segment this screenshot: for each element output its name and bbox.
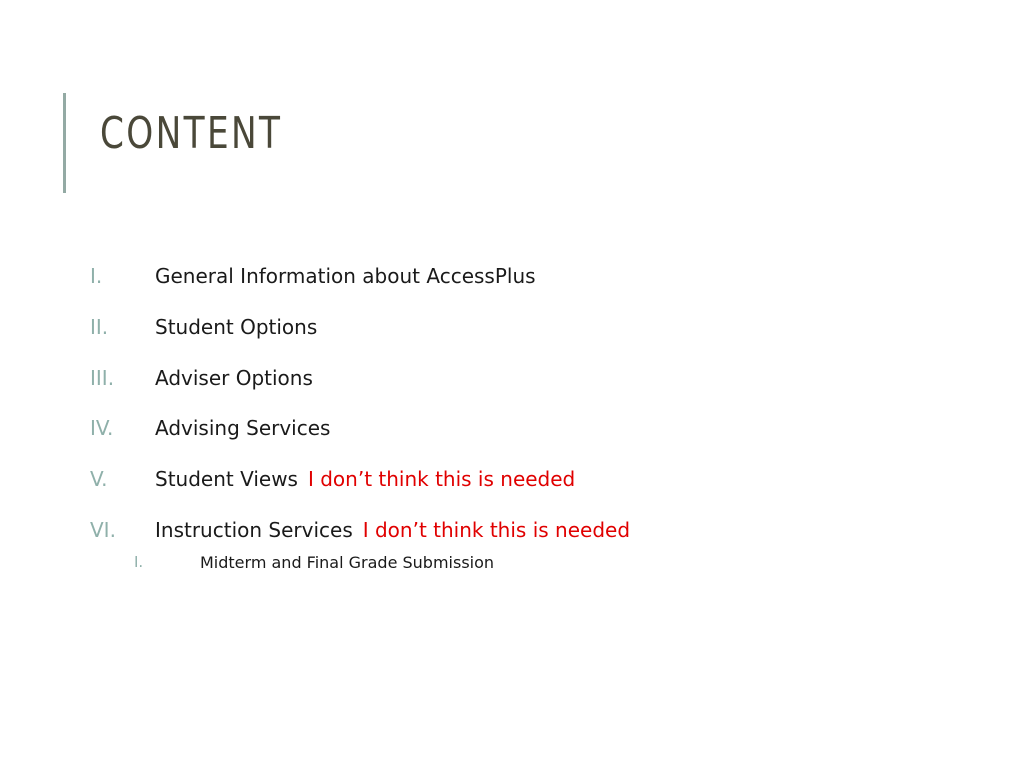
list-item-numeral: IV. [90,416,114,440]
list-item-numeral: II. [90,315,109,339]
slide-title: CONTENT [100,108,283,159]
list-item-label [155,264,536,288]
sub-list-item-label: Midterm and Final Grade Submission [200,553,495,572]
reviewer-note: I don’t think this is needed [307,467,576,491]
reviewer-note: I don’t think this is needed [362,518,631,542]
list-item-text: Student Views [155,467,298,491]
list-item-text: Instruction Services [155,518,353,542]
list-item-numeral: III. [90,366,115,390]
list-item-text: General Information about AccessPlus [155,264,536,288]
list-item-numeral: I. [90,264,103,288]
list-item-text: Adviser Options [155,366,313,390]
list-item-numeral: VI. [90,518,116,542]
list-item-label [155,416,330,440]
list-item-numeral: V. [90,467,108,491]
list-item-label [155,366,313,390]
list-item-label [155,315,317,339]
list-item-text: Student Options [155,315,318,339]
sub-list-item-numeral: I. [134,553,144,571]
list-item-text: Advising Services [155,416,331,440]
list-item-label [155,518,630,542]
list-item-label [155,467,575,491]
